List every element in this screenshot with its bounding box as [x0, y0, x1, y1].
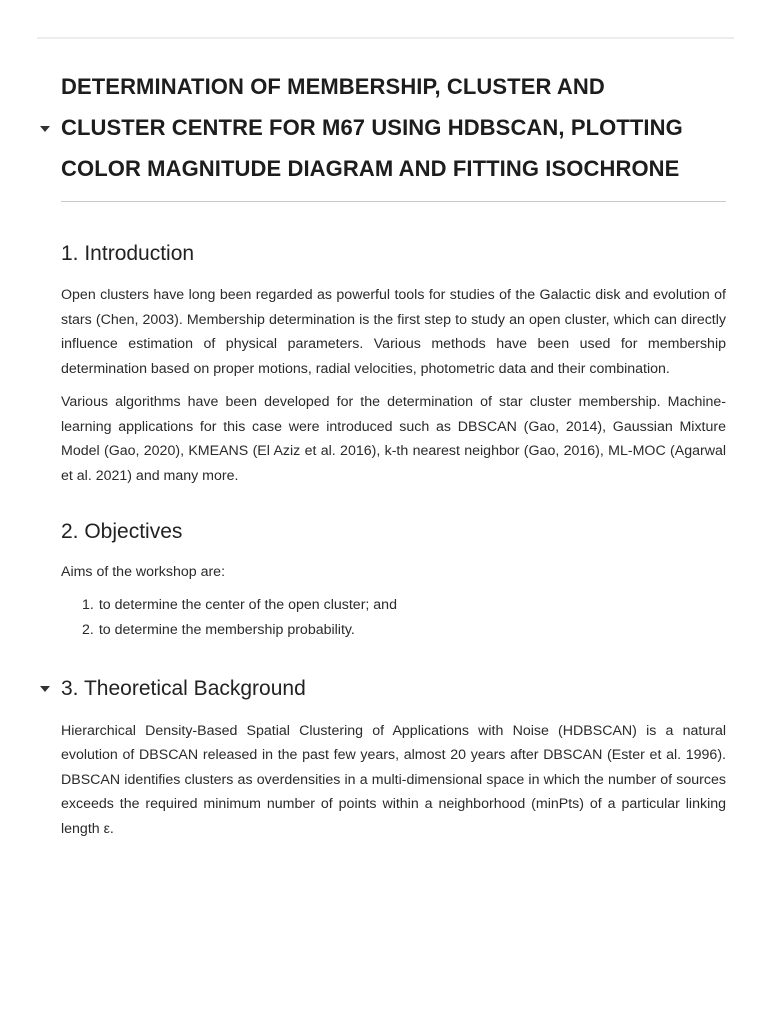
title-line-2: CLUSTER CENTRE FOR M67 USING HDBSCAN, PLOTTING [61, 115, 683, 140]
title-line-1: DETERMINATION OF MEMBERSHIP, CLUSTER AND [61, 74, 605, 99]
section-heading-objectives: 2. Objectives [61, 520, 183, 543]
title-line-3: COLOR MAGNITUDE DIAGRAM AND FITTING ISOCHRONE [61, 156, 680, 181]
title-divider [61, 201, 726, 202]
list-item-number: 2. [82, 621, 94, 638]
list-item-text: to determine the center of the open cluster; and [98, 596, 397, 613]
list-item [82, 593, 726, 618]
caret-down-icon[interactable] [40, 686, 50, 692]
background-paragraph-1: Hierarchical Density-Based Spatial Clustering of Applications with Noise (HDBSCAN) is a natural evolution of DBSCAN released in the past few years, almost 20 years after DBSCAN (Ester et al. 1996). DBSCAN identifies clusters as overdensities in a multi-dimensional space in which the number of sources exceeds the required minimum number of points within a neighborhood (minPts) of a particular linking length ε. [61, 722, 726, 837]
introduction-paragraph-2: Various algorithms have been developed for the determination of star cluster membership. Machine-learning applications for this case were introduced such as DBSCAN (Gao, 2014), Gaussian Mixture Model (Gao, 2020), KMEANS (El Aziz et al. 2016), k-th nearest neighbor (Gao, 2016), ML-MOC (Agarwal et al. 2021) and many more. [61, 394, 726, 484]
list-item-number: 1. [82, 596, 94, 613]
section-objectives [61, 519, 726, 643]
notebook-content [61, 66, 726, 841]
top-divider [37, 37, 734, 39]
list-item-text: to determine the membership probability. [98, 621, 355, 638]
caret-down-icon[interactable] [40, 126, 50, 132]
section-heading-introduction: 1. Introduction [61, 242, 195, 265]
objectives-list [61, 593, 726, 643]
section-heading-background: 3. Theoretical Background [61, 676, 306, 700]
section-theoretical-background [61, 676, 726, 842]
list-item [82, 618, 726, 643]
introduction-paragraph-1: Open clusters have long been regarded as powerful tools for studies of the Galactic disk and evolution of stars (Chen, 2003). Membership determination is the first step to study an open cluster, which can directly influence estimation of physical parameters. Various methods have been used for membership determination based on proper motions, radial velocities, photometric data and their combination. [61, 287, 726, 377]
section-introduction [61, 241, 726, 488]
objectives-intro: Aims of the workshop are: [61, 564, 226, 580]
document-title-block [61, 66, 726, 202]
document-title [61, 66, 726, 189]
